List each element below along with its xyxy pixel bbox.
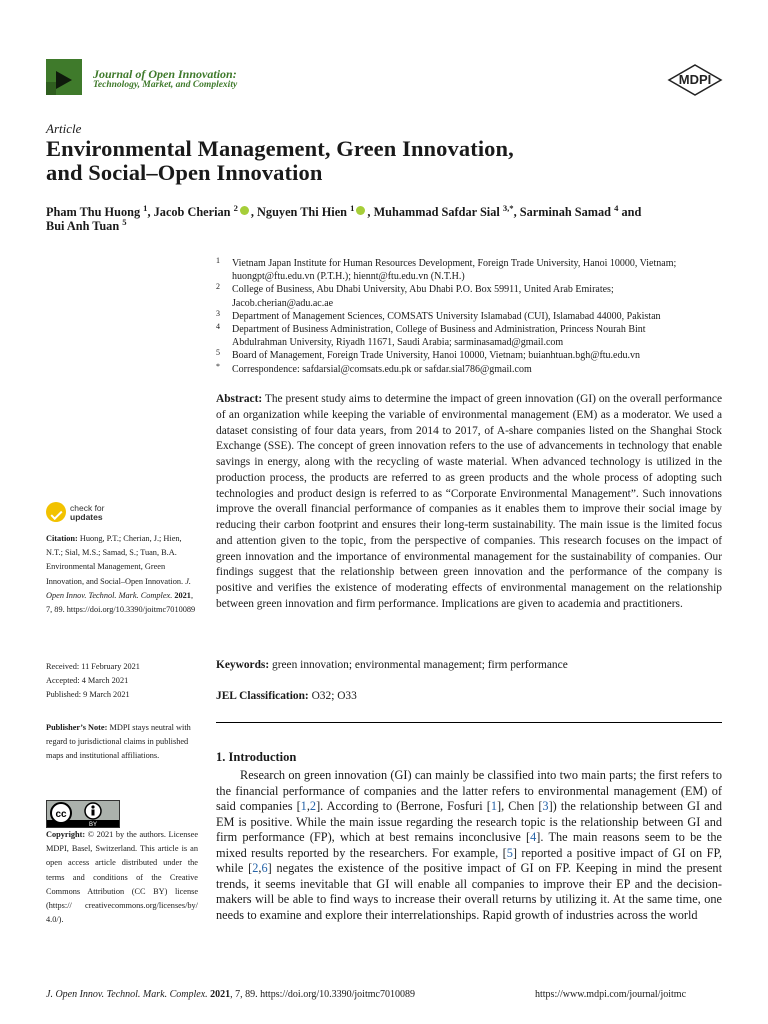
citation-year: 2021	[174, 590, 191, 600]
orcid-icon[interactable]	[356, 206, 365, 215]
copyright-text: © 2021 by the authors. Licensee MDPI, Basel, Switzerland. This article is an open access article distributed under the terms and conditions of the Creative Commons Attribution (CC BY) license (https:// creativecommons.org/licenses/by/ 4.0/).	[46, 830, 199, 925]
introduction-paragraph	[216, 768, 722, 923]
affiliation-line: Board of Management, Foreign Trade University, Hanoi 10000, Vietnam; buianhtuan.bgh@ftu.edu.vn	[232, 350, 640, 362]
orcid-icon[interactable]	[240, 206, 249, 215]
author-name: Pham Thu Huong	[46, 205, 144, 219]
copyright-block	[46, 828, 198, 927]
citation-link[interactable]: 1	[490, 799, 498, 813]
author-separator: ,	[147, 205, 154, 219]
affiliation-line: huongpt@ftu.edu.vn (P.T.H.); hiennt@ftu.edu.vn (N.T.H.)	[232, 271, 465, 283]
affiliation-line: Jacob.cherian@adu.ac.ae	[232, 297, 334, 309]
footer-doi[interactable]: , 7, 89. https://doi.org/10.3390/joitmc7010089	[230, 989, 415, 1000]
abstract	[216, 392, 722, 613]
affiliation-line: Department of Business Administration, College of Business and Administration, Princess Nourah Bint	[232, 324, 646, 335]
introduction-text: ,	[306, 799, 310, 813]
author-affiliation-mark: 5	[122, 216, 127, 227]
author-name: Sarminah Samad	[519, 205, 615, 219]
author-affiliation-mark: 4	[614, 202, 619, 213]
check-for-updates-label-bold[interactable]: updates	[70, 512, 103, 522]
publisher-note	[46, 721, 198, 764]
footer-year: 2021	[210, 989, 231, 1000]
keywords	[216, 659, 568, 671]
citation-link[interactable]: 2	[252, 861, 259, 875]
affiliation-number: 3	[216, 308, 220, 318]
affiliation-number: 4	[216, 322, 220, 331]
introduction-text: ] negates the existence of the positive impact of GI on FP. Keeping in mind the present trends, it seems inevitable that GI will enable all companies to improve their EP and the decision-makers will be able to find ways to increase their overall returns by utilizing it. At the same time, one needs to examine and explore their interrelationships. Rapid growth of industries across the world	[216, 861, 722, 922]
affiliation-line: Abdulrahman University, Riyadh 11671, Saudi Arabia; sarminasamad@gmail.com	[232, 337, 564, 349]
citation-link[interactable]: 1	[300, 799, 307, 813]
author-separator: ,	[367, 205, 374, 219]
check-for-updates-label[interactable]: check for	[70, 503, 105, 513]
footer-journal: J. Open Innov. Technol. Mark. Complex.	[46, 989, 208, 1000]
introduction-text: ], Chen [	[497, 799, 543, 813]
citation-text: Huong, P.T.; Cherian, J.; Hien, N.T.; Sial, M.S.; Samad, S.; Tuan, B.A. Environmental Management, Green Innovation, and Social–Open Innovation.	[46, 534, 184, 586]
author-name: Muhammad Safdar Sial	[373, 205, 503, 219]
citation-link[interactable]: 3	[542, 799, 549, 813]
author-separator: and	[618, 205, 642, 219]
publication-dates	[46, 660, 198, 703]
svg-text:cc: cc	[55, 809, 67, 820]
affiliation-line: Correspondence: safdarsial@comsats.edu.pk or safdar.sial786@gmail.com	[232, 363, 532, 375]
citation-link[interactable]: 2	[309, 799, 317, 813]
check-for-updates-icon[interactable]	[46, 502, 66, 522]
footer-citation	[46, 989, 415, 1000]
keywords-text: green innovation; environmental management; firm performance	[272, 659, 568, 671]
author-separator: ,	[513, 205, 520, 219]
section-heading-introduction: 1. Introduction	[216, 750, 297, 764]
introduction-text: ]. The main reasons seem to be the mixed results reported by the researchers. For example, [	[216, 830, 722, 860]
accepted-date: Accepted: 4 March 2021	[46, 676, 129, 686]
jel-classification	[216, 690, 357, 702]
author-affiliation-mark: 1	[143, 202, 148, 213]
journal-subtitle: Technology, Market, and Complexity	[93, 80, 238, 90]
article-title-line1: Environmental Management, Green Innovation,	[46, 136, 514, 161]
publisher-name: MDPI	[678, 72, 712, 87]
mdpi-logo-icon	[667, 64, 723, 96]
jel-label: JEL Classification:	[216, 690, 309, 702]
author-name: Bui Anh Tuan	[46, 219, 123, 233]
keywords-label: Keywords:	[216, 659, 270, 671]
received-date: Received: 11 February 2021	[46, 662, 140, 671]
citation-label: Citation:	[46, 534, 78, 543]
author-affiliation-mark: 3,*	[502, 202, 514, 213]
author-affiliation-mark: 2	[233, 202, 238, 213]
journal-logo-corner	[46, 82, 56, 95]
introduction-text: ]. According to (Berrone, Fosfuri [	[316, 799, 491, 813]
jel-text: O32; O33	[311, 690, 357, 702]
abstract-label: Abstract:	[216, 393, 263, 405]
introduction-text: Research on green innovation (GI) can mainly be classified into two main parts; the first refers to the financial performance of companies and the latter refers to environmental management (EM) of said companies [	[216, 768, 722, 813]
journal-title: Journal of Open Innovation:	[93, 67, 237, 81]
introduction-text: ,	[258, 861, 262, 875]
affiliation-line: Vietnam Japan Institute for Human Resources Development, Foreign Trade University, Hanoi 10000, Vietnam;	[232, 258, 677, 269]
published-date: Published: 9 March 2021	[46, 690, 130, 700]
author-list-line2	[46, 216, 127, 234]
article-type: Article	[46, 121, 82, 136]
cc-by-label: BY	[88, 822, 98, 828]
affiliation-line: College of Business, Abu Dhabi University, Abu Dhabi P.O. Box 59911, United Arab Emirates;	[232, 284, 614, 296]
affiliation-number: 2	[216, 282, 220, 292]
author-list-line1	[46, 202, 642, 220]
copyright-label: Copyright:	[46, 830, 86, 839]
publisher-note-label: Publisher’s Note:	[46, 723, 108, 732]
footer-journal-url[interactable]: https://www.mdpi.com/journal/joitmc	[535, 989, 687, 1000]
citation-block	[46, 532, 198, 617]
author-name: Jacob Cherian	[153, 205, 234, 219]
affiliation-number: 5	[216, 348, 220, 358]
section-divider	[216, 722, 722, 723]
author-affiliation-mark: 1	[350, 202, 355, 213]
citation-journal: J. Open Innov. Technol. Mark. Complex.	[46, 576, 191, 600]
citation-link[interactable]: 4	[530, 830, 537, 844]
author-separator: ,	[250, 205, 258, 219]
affiliation-number: *	[216, 361, 220, 371]
introduction-text: ]) the relationship between GI and EM is positive. While the main issue regarding the research topic is the relationship between GI and firm performance (FP), which at best remains inconclusive [	[216, 799, 722, 844]
citation-link[interactable]: 5	[506, 845, 513, 860]
citation-doi[interactable]: , 7, 89. https://doi.org/10.3390/joitmc7010089	[46, 590, 196, 615]
abstract-text: The present study aims to determine the impact of green innovation (GI) on the overall performance of an organization while keeping the variable of environmental management (EM) as a moderator. We used a dataset consisting of four data years, from 2014 to 2017, of A-share companies listed on the Shanghai Stock Exchange (SSE). The concept of green innovation refers to the use of advancements in technology that enable savings in energy, along with the recycling of waste material. When advanced technology is utilized in the production process, the products are referred to as green products and the whole process of adopting such technologies and product design is referred to as “Corporate Environmental Management”. Such innovations improve the overall financial performance of companies as it enables them to improve their social image by reducing their carbon footprint and ensures their long-term sustainability. The main issue is the limited focus and attention given to the topic, from the perspective of companies. This research focuses on the impact of green innovation and the importance of environmental management for the sustainability of companies. Our findings suggest that the relationship between green innovation and the performance of the company is positive and verifies the existence of moderating effects of environmental management on the relationship between green innovation and firm performance. Implications are given to academia and practitioners.	[216, 393, 722, 610]
affiliation-line: Department of Management Sciences, COMSATS University Islamabad (CUI), Islamabad 44000, Pakistan	[232, 310, 661, 322]
cc-by-license-icon[interactable]	[46, 800, 120, 828]
affiliation-number: 1	[216, 256, 220, 265]
introduction-text: ] reported a positive impact of GI on FP, while [	[216, 845, 723, 875]
publisher-note-text: MDPI stays neutral with regard to jurisdictional claims in published maps and institutional affiliations.	[46, 723, 191, 761]
article-title-line2: and Social–Open Innovation	[46, 160, 323, 185]
journal-logo-play-icon	[56, 71, 72, 89]
author-name: Nguyen Thi Hien	[257, 205, 351, 219]
citation-link[interactable]: 6	[261, 861, 268, 875]
